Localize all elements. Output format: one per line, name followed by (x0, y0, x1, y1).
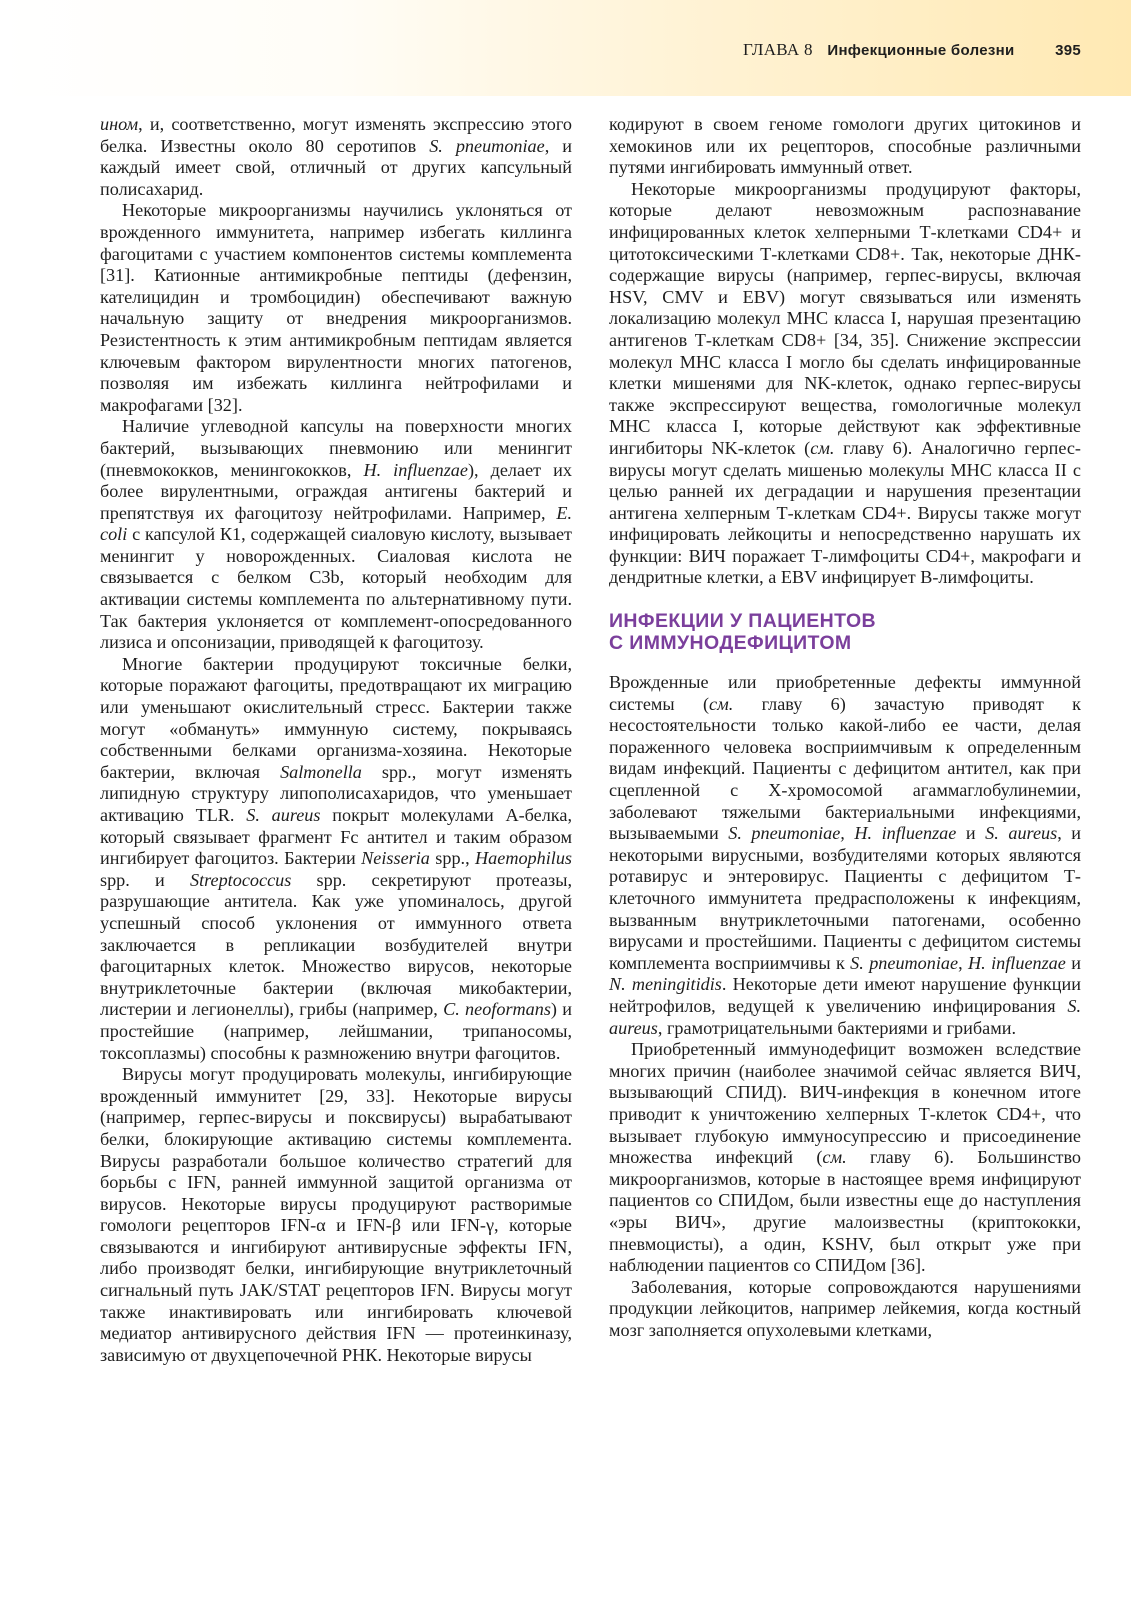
italic-run: S. pneumoniae, H. influenzae (728, 823, 957, 844)
paragraph (609, 179, 1081, 589)
text-run: главу 6). Большинство микроорганизмов, которые в настоящее время инфицируют пациентов со СПИДом, были известны еще до наступления «эры ВИЧ», другие малоизвестны (криптококки, пневмоцисты), а один, KSHV, был открыт уже при наблюдении пациентов со СПИДом [36]. (609, 1147, 1081, 1276)
section-heading-line-2: С ИММУНОДЕФИЦИТОМ (609, 632, 852, 655)
text-run: и (956, 823, 986, 844)
text-run: Многие бактерии продуцируют токсичные белки, которые поражают фагоциты, предотвращают их миграцию или уменьшают окислительный стресс. Бактерии также могут «обмануть» иммунную систему, покрываясь собственными белками организма-хозяина. Некоторые бактерии, включая (100, 653, 572, 782)
italic-run: S. pneumoniae (429, 135, 545, 156)
right-column-bottom-text (609, 672, 1081, 1341)
paragraph (100, 200, 572, 416)
italic-run: см. (822, 1147, 847, 1168)
text-run: , грамотрицательными бактериями и грибами. (657, 1017, 1016, 1038)
text-run: , (958, 952, 969, 973)
text-run: , и некоторыми вирусными, возбудителями которых являются ротавирус и энтеровирус. Пациенты с дефицитом Т-клеточного иммунитета предрасположены к инфекциям, вызванным внутриклеточными патогенами, особенно вирусами и простейшими. Пациенты с дефицитом системы комплемента восприимчивы к (609, 823, 1082, 973)
text-run: Приобретенный иммунодефицит возможен вследствие многих причин (наиболее значимой сейчас является ВИЧ, вызывающий СПИД). ВИЧ-инфекция в конечном итоге приводит к уничтожению хелперных Т-клеток CD4+, что вызывает глубокую иммуносупрессию и присоединение множества инфекций ( (609, 1039, 1081, 1168)
text-run: , и, соответственно, могут изменять экспрессию этого белка. Известны около 80 серотипов (100, 114, 572, 156)
text-run: ), делает их более вирулентными, ограждая антигены бактерий и препятствуя их фагоцитозу нейтрофилами. Например, (100, 459, 572, 523)
text-run: spp. и (100, 869, 190, 890)
text-run: , и каждый имеет свой, отличный от других капсульный полисахарид. (100, 135, 572, 199)
chapter-title: Инфекционные болезни (827, 42, 1015, 59)
text-run: Наличие углеводной капсулы на поверхности многих бактерий, вызывающих пневмонию или менингит (пневмококков, менингококков, (100, 416, 572, 480)
italic-run: E. coli (100, 502, 572, 545)
paragraph (100, 654, 572, 1064)
text-run: кодируют в своем геноме гомологи других цитокинов и хемокинов или их рецепторов, способные различными путями ингибировать иммунный ответ. (609, 114, 1081, 178)
italic-run: H. influenzae (968, 952, 1066, 973)
text-run: . Некоторые дети имеют нарушение функции нейтрофилов, ведущей к увеличению инфицирования (609, 974, 1081, 1016)
italic-run: S. aureus (985, 823, 1058, 844)
section-heading (609, 610, 1081, 654)
running-header (743, 40, 1081, 60)
paragraph (100, 416, 572, 654)
text-run: главу 6) зачастую приводят к несостоятельности только какой-либо ее части, делая пораженного человека восприимчивым к определенным видам инфекций. Пациенты с дефицитом антител, как при сцепленной с X-хромосомой агаммаглобулинемии, заболевают тяжелыми бактериальными инфекциями, вызываемыми (609, 693, 1081, 844)
italic-run: см. (709, 693, 734, 714)
paragraph (609, 672, 1081, 1039)
paragraph (609, 1039, 1081, 1277)
italic-run: N. meningitidis (609, 974, 722, 995)
section-heading-line-1: ИНФЕКЦИИ У ПАЦИЕНТОВ (609, 610, 877, 633)
italic-run: Streptococcus (189, 869, 292, 890)
italic-run: см. (810, 437, 835, 458)
italic-run: C. neoformans (443, 999, 551, 1020)
italic-run: S. aureus (609, 995, 1081, 1038)
italic-run: H. influenzae (363, 459, 468, 480)
text-run: spp., могут изменять липидную структуру липополисахаридов, что уменьшает активацию TLR. (100, 761, 572, 825)
paragraph (609, 1277, 1081, 1342)
right-column-top-text (609, 114, 1081, 589)
italic-run: Salmonella (280, 761, 362, 782)
italic-run: Haemophilus (475, 848, 573, 869)
paragraph (100, 1064, 572, 1366)
text-run: Некоторые микроорганизмы научились уклоняться от врожденного иммунитета, например избегать киллинга фагоцитами с участием компонентов системы комплемента [31]. Катионные антимикробные пептиды (дефензин, кателицидин и тромбоцидин) обеспечивают важную начальную защиту от внедрения микроорганизмов. Резистентность к этим антимикробным пептидам является ключевым фактором вирулентности многих патогенов, позволяя им избежать киллинга нейтрофилами и макрофагами [32]. (100, 200, 572, 415)
text-run: spp. секретируют протеазы, разрушающие антитела. Как уже упоминалось, другой успешный способ уклонения от иммунного ответа заключается в репликации возбудителей внутри фагоцитарных клеток. Множество вирусов, некоторые внутриклеточные бактерии (включая микобактерии, листерии и легионеллы), грибы (например, (100, 869, 573, 1020)
text-run: Вирусы могут продуцировать молекулы, ингибирующие врожденный иммунитет [29, 33]. Некоторые вирусы (например, герпес-вирусы и поксвирусы) вырабатывают белки, блокирующие активацию системы комплемента. Вирусы разработали большое количество стратегий для борьбы с IFN, ранней иммунной защитой организма от вирусов. Некоторые вирусы продуцируют растворимые гомологи рецепторов IFN-α и IFN-β или IFN-γ, которые связываются и ингибируют антивирусные эффекты IFN, либо производят белки, ингибирующие внутриклеточный сигнальный путь JAK/STAT рецепторов IFN. Вирусы могут также инактивировать или ингибировать ключевой медиатор антивирусного действия IFN — протеинкиназу, зависимую от двухцепочечной РНК. Некоторые вирусы (100, 1064, 572, 1365)
text-run: ) и простейшие (например, лейшмании, трипаносомы, токсоплазмы) способны к размножению внутри фагоцитов. (100, 999, 573, 1063)
left-column (100, 114, 572, 1366)
text-run: с капсулой К1, содержащей сиаловую кислоту, вызывает менингит у новорожденных. Сиаловая кислота не связывается с белком C3b, который необходим для активации системы комплемента по альтернативному пути. Так бактерия уклоняется от комплемент-опосредованного лизиса и опсонизации, приводящей к фагоцитозу. (100, 524, 572, 653)
text-run: spp., (429, 848, 476, 869)
chapter-label: ГЛАВА 8 (743, 40, 813, 59)
right-column (609, 114, 1081, 1341)
paragraph (100, 114, 572, 200)
text-run: Заболевания, которые сопровождаются нарушениями продукции лейкоцитов, например лейкемия, когда костный мозг заполняется опухолевыми клетками, (609, 1276, 1081, 1340)
italic-run: Neisseria (361, 848, 430, 869)
paragraph (609, 114, 1081, 179)
text-run: Некоторые микроорганизмы продуцируют факторы, которые делают невозможным распознавание инфицированных клеток хелперными Т-клетками CD4+ и цитотоксическими Т-клетками CD8+. Так, некоторые ДНК-содержащие вирусы (например, герпес-вирусы, включая HSV, CMV и EBV) могут связываться или изменять локализацию молекул MHC класса I, нарушая презентацию антигенов Т-клеткам CD8+ [34, 35]. Снижение экспрессии молекул MHC класса I могло бы сделать инфицированные клетки мишенями для NK-клеток, однако герпес-вирусы также экспрессируют вещества, гомологичные молекул MHC класса I, которые действуют как эффективные ингибиторы NK-клеток ( (609, 178, 1081, 458)
italic-run: S. pneumoniae (850, 952, 959, 973)
text-run: Врожденные или приобретенные дефекты иммунной системы ( (609, 672, 1081, 714)
text-run: главу 6). Аналогично герпес-вирусы могут сделать мишенью молекулы MHC класса II с целью ранней их деградации и нарушения презентации антигена хелперным Т-клеткам CD4+. Вирусы также могут инфицировать лейкоциты и непосредственно нарушать их функции: ВИЧ поражает Т-лимфоциты CD4+, макрофаги и дендритные клетки, а EBV инфицирует В-лимфоциты. (609, 437, 1081, 588)
text-run: покрыт молекулами A-белка, который связывает фрагмент Fc антител и таким образом ингибирует фагоцитоз. Бактерии (100, 805, 572, 869)
page-number: 395 (1055, 42, 1081, 59)
page-header (0, 0, 1131, 96)
italic-run: S. aureus (246, 805, 321, 825)
text-run: и (1065, 952, 1081, 973)
italic-run: ином (100, 114, 139, 134)
